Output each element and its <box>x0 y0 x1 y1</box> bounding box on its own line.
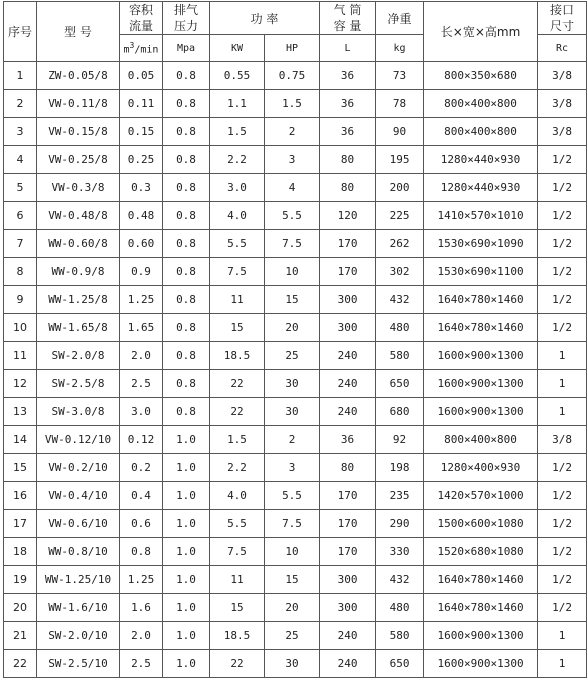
cell-weight: 198 <box>376 454 424 482</box>
cell-hp: 15 <box>265 286 320 314</box>
cell-pressure: 1.0 <box>163 482 210 510</box>
header-port-line2: 尺寸 <box>550 19 575 33</box>
cell-hp: 20 <box>265 314 320 342</box>
cell-weight: 90 <box>376 118 424 146</box>
cell-kw: 4.0 <box>210 202 265 230</box>
cell-hp: 0.75 <box>265 62 320 90</box>
cell-kw: 5.5 <box>210 230 265 258</box>
cell-model: SW-2.5/8 <box>37 370 120 398</box>
cell-weight: 650 <box>376 370 424 398</box>
cell-hp: 25 <box>265 622 320 650</box>
cell-dims: 1600×900×1300 <box>424 370 538 398</box>
cell-seq: 11 <box>4 342 37 370</box>
cell-port: 1/2 <box>538 594 587 622</box>
cell-seq: 2 <box>4 90 37 118</box>
cell-pressure: 0.8 <box>163 230 210 258</box>
cell-pressure: 0.8 <box>163 314 210 342</box>
cell-tank: 240 <box>320 370 376 398</box>
cell-model: WW-1.6/10 <box>37 594 120 622</box>
cell-model: VW-0.15/8 <box>37 118 120 146</box>
header-tank-line1: 气 筒 <box>333 3 362 17</box>
cell-weight: 680 <box>376 398 424 426</box>
cell-model: ZW-0.05/8 <box>37 62 120 90</box>
cell-pressure: 0.8 <box>163 146 210 174</box>
cell-model: VW-0.48/8 <box>37 202 120 230</box>
cell-dims: 1520×680×1080 <box>424 538 538 566</box>
cell-weight: 480 <box>376 594 424 622</box>
cell-kw: 22 <box>210 370 265 398</box>
table-row <box>4 426 587 454</box>
cell-hp: 30 <box>265 398 320 426</box>
cell-kw: 15 <box>210 314 265 342</box>
cell-dims: 1280×440×930 <box>424 146 538 174</box>
cell-pressure: 0.8 <box>163 258 210 286</box>
cell-pressure: 1.0 <box>163 622 210 650</box>
cell-tank: 120 <box>320 202 376 230</box>
cell-hp: 5.5 <box>265 202 320 230</box>
cell-model: WW-1.25/8 <box>37 286 120 314</box>
cell-pressure: 0.8 <box>163 174 210 202</box>
cell-port: 1/2 <box>538 202 587 230</box>
cell-model: VW-0.6/10 <box>37 510 120 538</box>
cell-dims: 1280×400×930 <box>424 454 538 482</box>
cell-flow: 1.25 <box>120 286 163 314</box>
cell-tank: 240 <box>320 398 376 426</box>
cell-flow: 0.11 <box>120 90 163 118</box>
header-seq: 序号 <box>4 2 37 62</box>
cell-tank: 300 <box>320 314 376 342</box>
cell-flow: 2.0 <box>120 342 163 370</box>
cell-tank: 300 <box>320 286 376 314</box>
header-flow-line1: 容积 <box>128 3 153 17</box>
cell-pressure: 1.0 <box>163 594 210 622</box>
table-row <box>4 342 587 370</box>
header-flow-unit-b: /min <box>134 44 159 56</box>
cell-flow: 2.5 <box>120 370 163 398</box>
cell-tank: 170 <box>320 258 376 286</box>
cell-model: SW-2.0/8 <box>37 342 120 370</box>
cell-pressure: 0.8 <box>163 118 210 146</box>
cell-kw: 11 <box>210 286 265 314</box>
cell-model: WW-0.8/10 <box>37 538 120 566</box>
cell-seq: 10 <box>4 314 37 342</box>
header-weight: 净重 <box>376 2 424 35</box>
cell-dims: 800×400×800 <box>424 90 538 118</box>
cell-port: 1 <box>538 650 587 678</box>
cell-dims: 1410×570×1010 <box>424 202 538 230</box>
cell-hp: 10 <box>265 538 320 566</box>
cell-flow: 2.5 <box>120 650 163 678</box>
cell-hp: 5.5 <box>265 482 320 510</box>
cell-pressure: 1.0 <box>163 426 210 454</box>
cell-port: 1 <box>538 370 587 398</box>
cell-seq: 3 <box>4 118 37 146</box>
cell-model: VW-0.12/10 <box>37 426 120 454</box>
cell-weight: 92 <box>376 426 424 454</box>
cell-model: SW-2.5/10 <box>37 650 120 678</box>
cell-pressure: 0.8 <box>163 398 210 426</box>
cell-port: 3/8 <box>538 118 587 146</box>
cell-port: 1/2 <box>538 174 587 202</box>
cell-port: 1 <box>538 342 587 370</box>
cell-weight: 432 <box>376 286 424 314</box>
cell-flow: 0.9 <box>120 258 163 286</box>
cell-kw: 0.55 <box>210 62 265 90</box>
cell-pressure: 1.0 <box>163 538 210 566</box>
cell-seq: 20 <box>4 594 37 622</box>
cell-dims: 1530×690×1100 <box>424 258 538 286</box>
cell-model: WW-1.25/10 <box>37 566 120 594</box>
table-row <box>4 118 587 146</box>
header-pressure-line2: 压力 <box>173 19 198 33</box>
cell-hp: 30 <box>265 370 320 398</box>
header-flow-unit-sup: 3 <box>129 40 135 50</box>
cell-hp: 1.5 <box>265 90 320 118</box>
table-row <box>4 90 587 118</box>
cell-seq: 13 <box>4 398 37 426</box>
table-row <box>4 566 587 594</box>
cell-dims: 1420×570×1000 <box>424 482 538 510</box>
cell-port: 3/8 <box>538 426 587 454</box>
cell-weight: 235 <box>376 482 424 510</box>
cell-seq: 6 <box>4 202 37 230</box>
cell-weight: 480 <box>376 314 424 342</box>
cell-tank: 170 <box>320 482 376 510</box>
cell-model: VW-0.4/10 <box>37 482 120 510</box>
cell-hp: 7.5 <box>265 510 320 538</box>
cell-kw: 18.5 <box>210 622 265 650</box>
cell-model: VW-0.3/8 <box>37 174 120 202</box>
cell-port: 1/2 <box>538 482 587 510</box>
cell-flow: 1.25 <box>120 566 163 594</box>
cell-kw: 1.5 <box>210 426 265 454</box>
cell-port: 1 <box>538 622 587 650</box>
header-pressure-line1: 排气 <box>173 3 198 17</box>
table-row <box>4 146 587 174</box>
cell-pressure: 1.0 <box>163 566 210 594</box>
cell-model: VW-0.11/8 <box>37 90 120 118</box>
cell-tank: 240 <box>320 342 376 370</box>
cell-seq: 19 <box>4 566 37 594</box>
header-flow-line2: 流量 <box>128 19 153 33</box>
cell-flow: 0.4 <box>120 482 163 510</box>
table-row <box>4 202 587 230</box>
cell-seq: 16 <box>4 482 37 510</box>
cell-seq: 1 <box>4 62 37 90</box>
cell-seq: 9 <box>4 286 37 314</box>
cell-seq: 18 <box>4 538 37 566</box>
cell-port: 1/2 <box>538 454 587 482</box>
cell-tank: 80 <box>320 146 376 174</box>
cell-weight: 225 <box>376 202 424 230</box>
cell-hp: 2 <box>265 426 320 454</box>
cell-model: SW-3.0/8 <box>37 398 120 426</box>
table-row <box>4 62 587 90</box>
table-row <box>4 370 587 398</box>
cell-dims: 1640×780×1460 <box>424 566 538 594</box>
table-row <box>4 538 587 566</box>
cell-flow: 3.0 <box>120 398 163 426</box>
header-pressure <box>163 2 210 35</box>
cell-model: WW-0.9/8 <box>37 258 120 286</box>
cell-port: 1/2 <box>538 258 587 286</box>
cell-flow: 1.6 <box>120 594 163 622</box>
cell-flow: 0.8 <box>120 538 163 566</box>
cell-hp: 2 <box>265 118 320 146</box>
cell-kw: 3.0 <box>210 174 265 202</box>
cell-dims: 1640×780×1460 <box>424 314 538 342</box>
cell-kw: 7.5 <box>210 538 265 566</box>
header-tank-unit: L <box>320 35 376 62</box>
cell-hp: 15 <box>265 566 320 594</box>
cell-hp: 3 <box>265 146 320 174</box>
header-power-hp: HP <box>265 35 320 62</box>
cell-seq: 22 <box>4 650 37 678</box>
cell-model: WW-0.60/8 <box>37 230 120 258</box>
cell-flow: 1.65 <box>120 314 163 342</box>
compressor-spec-table <box>3 1 587 678</box>
cell-pressure: 0.8 <box>163 62 210 90</box>
cell-port: 1 <box>538 398 587 426</box>
cell-weight: 432 <box>376 566 424 594</box>
cell-flow: 0.48 <box>120 202 163 230</box>
cell-model: VW-0.25/8 <box>37 146 120 174</box>
cell-pressure: 1.0 <box>163 510 210 538</box>
table-row <box>4 230 587 258</box>
cell-weight: 580 <box>376 342 424 370</box>
cell-dims: 1600×900×1300 <box>424 622 538 650</box>
cell-flow: 0.2 <box>120 454 163 482</box>
cell-tank: 170 <box>320 538 376 566</box>
cell-port: 1/2 <box>538 566 587 594</box>
table-body <box>4 62 587 678</box>
cell-dims: 1640×780×1460 <box>424 286 538 314</box>
cell-pressure: 0.8 <box>163 286 210 314</box>
header-power-kw: KW <box>210 35 265 62</box>
cell-seq: 14 <box>4 426 37 454</box>
cell-pressure: 1.0 <box>163 454 210 482</box>
cell-seq: 21 <box>4 622 37 650</box>
cell-flow: 0.6 <box>120 510 163 538</box>
cell-hp: 30 <box>265 650 320 678</box>
cell-flow: 2.0 <box>120 622 163 650</box>
cell-flow: 0.3 <box>120 174 163 202</box>
cell-tank: 36 <box>320 90 376 118</box>
cell-port: 1/2 <box>538 314 587 342</box>
table-row <box>4 650 587 678</box>
cell-port: 1/2 <box>538 510 587 538</box>
cell-kw: 1.5 <box>210 118 265 146</box>
cell-seq: 17 <box>4 510 37 538</box>
cell-flow: 0.05 <box>120 62 163 90</box>
cell-port: 1/2 <box>538 230 587 258</box>
cell-dims: 1280×440×930 <box>424 174 538 202</box>
cell-tank: 36 <box>320 118 376 146</box>
cell-tank: 300 <box>320 566 376 594</box>
cell-port: 1/2 <box>538 286 587 314</box>
cell-kw: 11 <box>210 566 265 594</box>
cell-pressure: 1.0 <box>163 650 210 678</box>
cell-model: VW-0.2/10 <box>37 454 120 482</box>
header-port-line1: 接口 <box>550 3 575 17</box>
cell-tank: 80 <box>320 174 376 202</box>
cell-hp: 10 <box>265 258 320 286</box>
cell-tank: 240 <box>320 622 376 650</box>
header-power: 功 率 <box>210 2 320 35</box>
cell-kw: 22 <box>210 650 265 678</box>
cell-kw: 1.1 <box>210 90 265 118</box>
table-row <box>4 286 587 314</box>
cell-kw: 4.0 <box>210 482 265 510</box>
table-header <box>4 2 587 62</box>
table-row <box>4 482 587 510</box>
cell-tank: 80 <box>320 454 376 482</box>
cell-weight: 302 <box>376 258 424 286</box>
cell-weight: 330 <box>376 538 424 566</box>
cell-hp: 4 <box>265 174 320 202</box>
cell-tank: 170 <box>320 510 376 538</box>
header-port-unit: Rc <box>538 35 587 62</box>
cell-kw: 22 <box>210 398 265 426</box>
cell-dims: 1600×900×1300 <box>424 398 538 426</box>
cell-weight: 78 <box>376 90 424 118</box>
cell-tank: 36 <box>320 62 376 90</box>
cell-flow: 0.60 <box>120 230 163 258</box>
cell-tank: 300 <box>320 594 376 622</box>
cell-dims: 1530×690×1090 <box>424 230 538 258</box>
cell-dims: 1600×900×1300 <box>424 650 538 678</box>
cell-weight: 580 <box>376 622 424 650</box>
cell-kw: 2.2 <box>210 146 265 174</box>
cell-port: 3/8 <box>538 90 587 118</box>
table-row <box>4 174 587 202</box>
cell-weight: 262 <box>376 230 424 258</box>
cell-kw: 15 <box>210 594 265 622</box>
cell-pressure: 0.8 <box>163 202 210 230</box>
cell-weight: 200 <box>376 174 424 202</box>
header-port <box>538 2 587 35</box>
cell-kw: 7.5 <box>210 258 265 286</box>
header-flow <box>120 2 163 35</box>
cell-dims: 1640×780×1460 <box>424 594 538 622</box>
cell-pressure: 0.8 <box>163 370 210 398</box>
cell-pressure: 0.8 <box>163 342 210 370</box>
cell-dims: 800×400×800 <box>424 118 538 146</box>
cell-model: SW-2.0/10 <box>37 622 120 650</box>
cell-seq: 12 <box>4 370 37 398</box>
cell-pressure: 0.8 <box>163 90 210 118</box>
header-dims: 长×宽×高mm <box>424 2 538 62</box>
cell-tank: 36 <box>320 426 376 454</box>
cell-port: 1/2 <box>538 538 587 566</box>
cell-seq: 5 <box>4 174 37 202</box>
cell-dims: 1500×600×1080 <box>424 510 538 538</box>
table-row <box>4 454 587 482</box>
cell-flow: 0.15 <box>120 118 163 146</box>
cell-dims: 800×400×800 <box>424 426 538 454</box>
table-row <box>4 622 587 650</box>
header-flow-unit <box>120 35 163 62</box>
cell-hp: 20 <box>265 594 320 622</box>
header-tank <box>320 2 376 35</box>
cell-weight: 195 <box>376 146 424 174</box>
cell-hp: 7.5 <box>265 230 320 258</box>
cell-kw: 18.5 <box>210 342 265 370</box>
table-row <box>4 314 587 342</box>
header-weight-unit: kg <box>376 35 424 62</box>
cell-weight: 650 <box>376 650 424 678</box>
cell-hp: 3 <box>265 454 320 482</box>
cell-weight: 290 <box>376 510 424 538</box>
cell-tank: 240 <box>320 650 376 678</box>
cell-port: 3/8 <box>538 62 587 90</box>
table-row <box>4 594 587 622</box>
cell-seq: 15 <box>4 454 37 482</box>
header-model: 型 号 <box>37 2 120 62</box>
cell-dims: 800×350×680 <box>424 62 538 90</box>
cell-port: 1/2 <box>538 146 587 174</box>
header-pressure-unit: Mpa <box>163 35 210 62</box>
header-tank-line2: 容 量 <box>333 19 362 33</box>
table-row <box>4 510 587 538</box>
table-row <box>4 258 587 286</box>
cell-seq: 8 <box>4 258 37 286</box>
table-row <box>4 398 587 426</box>
cell-model: WW-1.65/8 <box>37 314 120 342</box>
header-flow-unit-a: m <box>123 44 130 56</box>
cell-weight: 73 <box>376 62 424 90</box>
cell-kw: 2.2 <box>210 454 265 482</box>
cell-tank: 170 <box>320 230 376 258</box>
cell-flow: 0.25 <box>120 146 163 174</box>
cell-seq: 7 <box>4 230 37 258</box>
cell-kw: 5.5 <box>210 510 265 538</box>
cell-flow: 0.12 <box>120 426 163 454</box>
cell-dims: 1600×900×1300 <box>424 342 538 370</box>
cell-hp: 25 <box>265 342 320 370</box>
cell-seq: 4 <box>4 146 37 174</box>
